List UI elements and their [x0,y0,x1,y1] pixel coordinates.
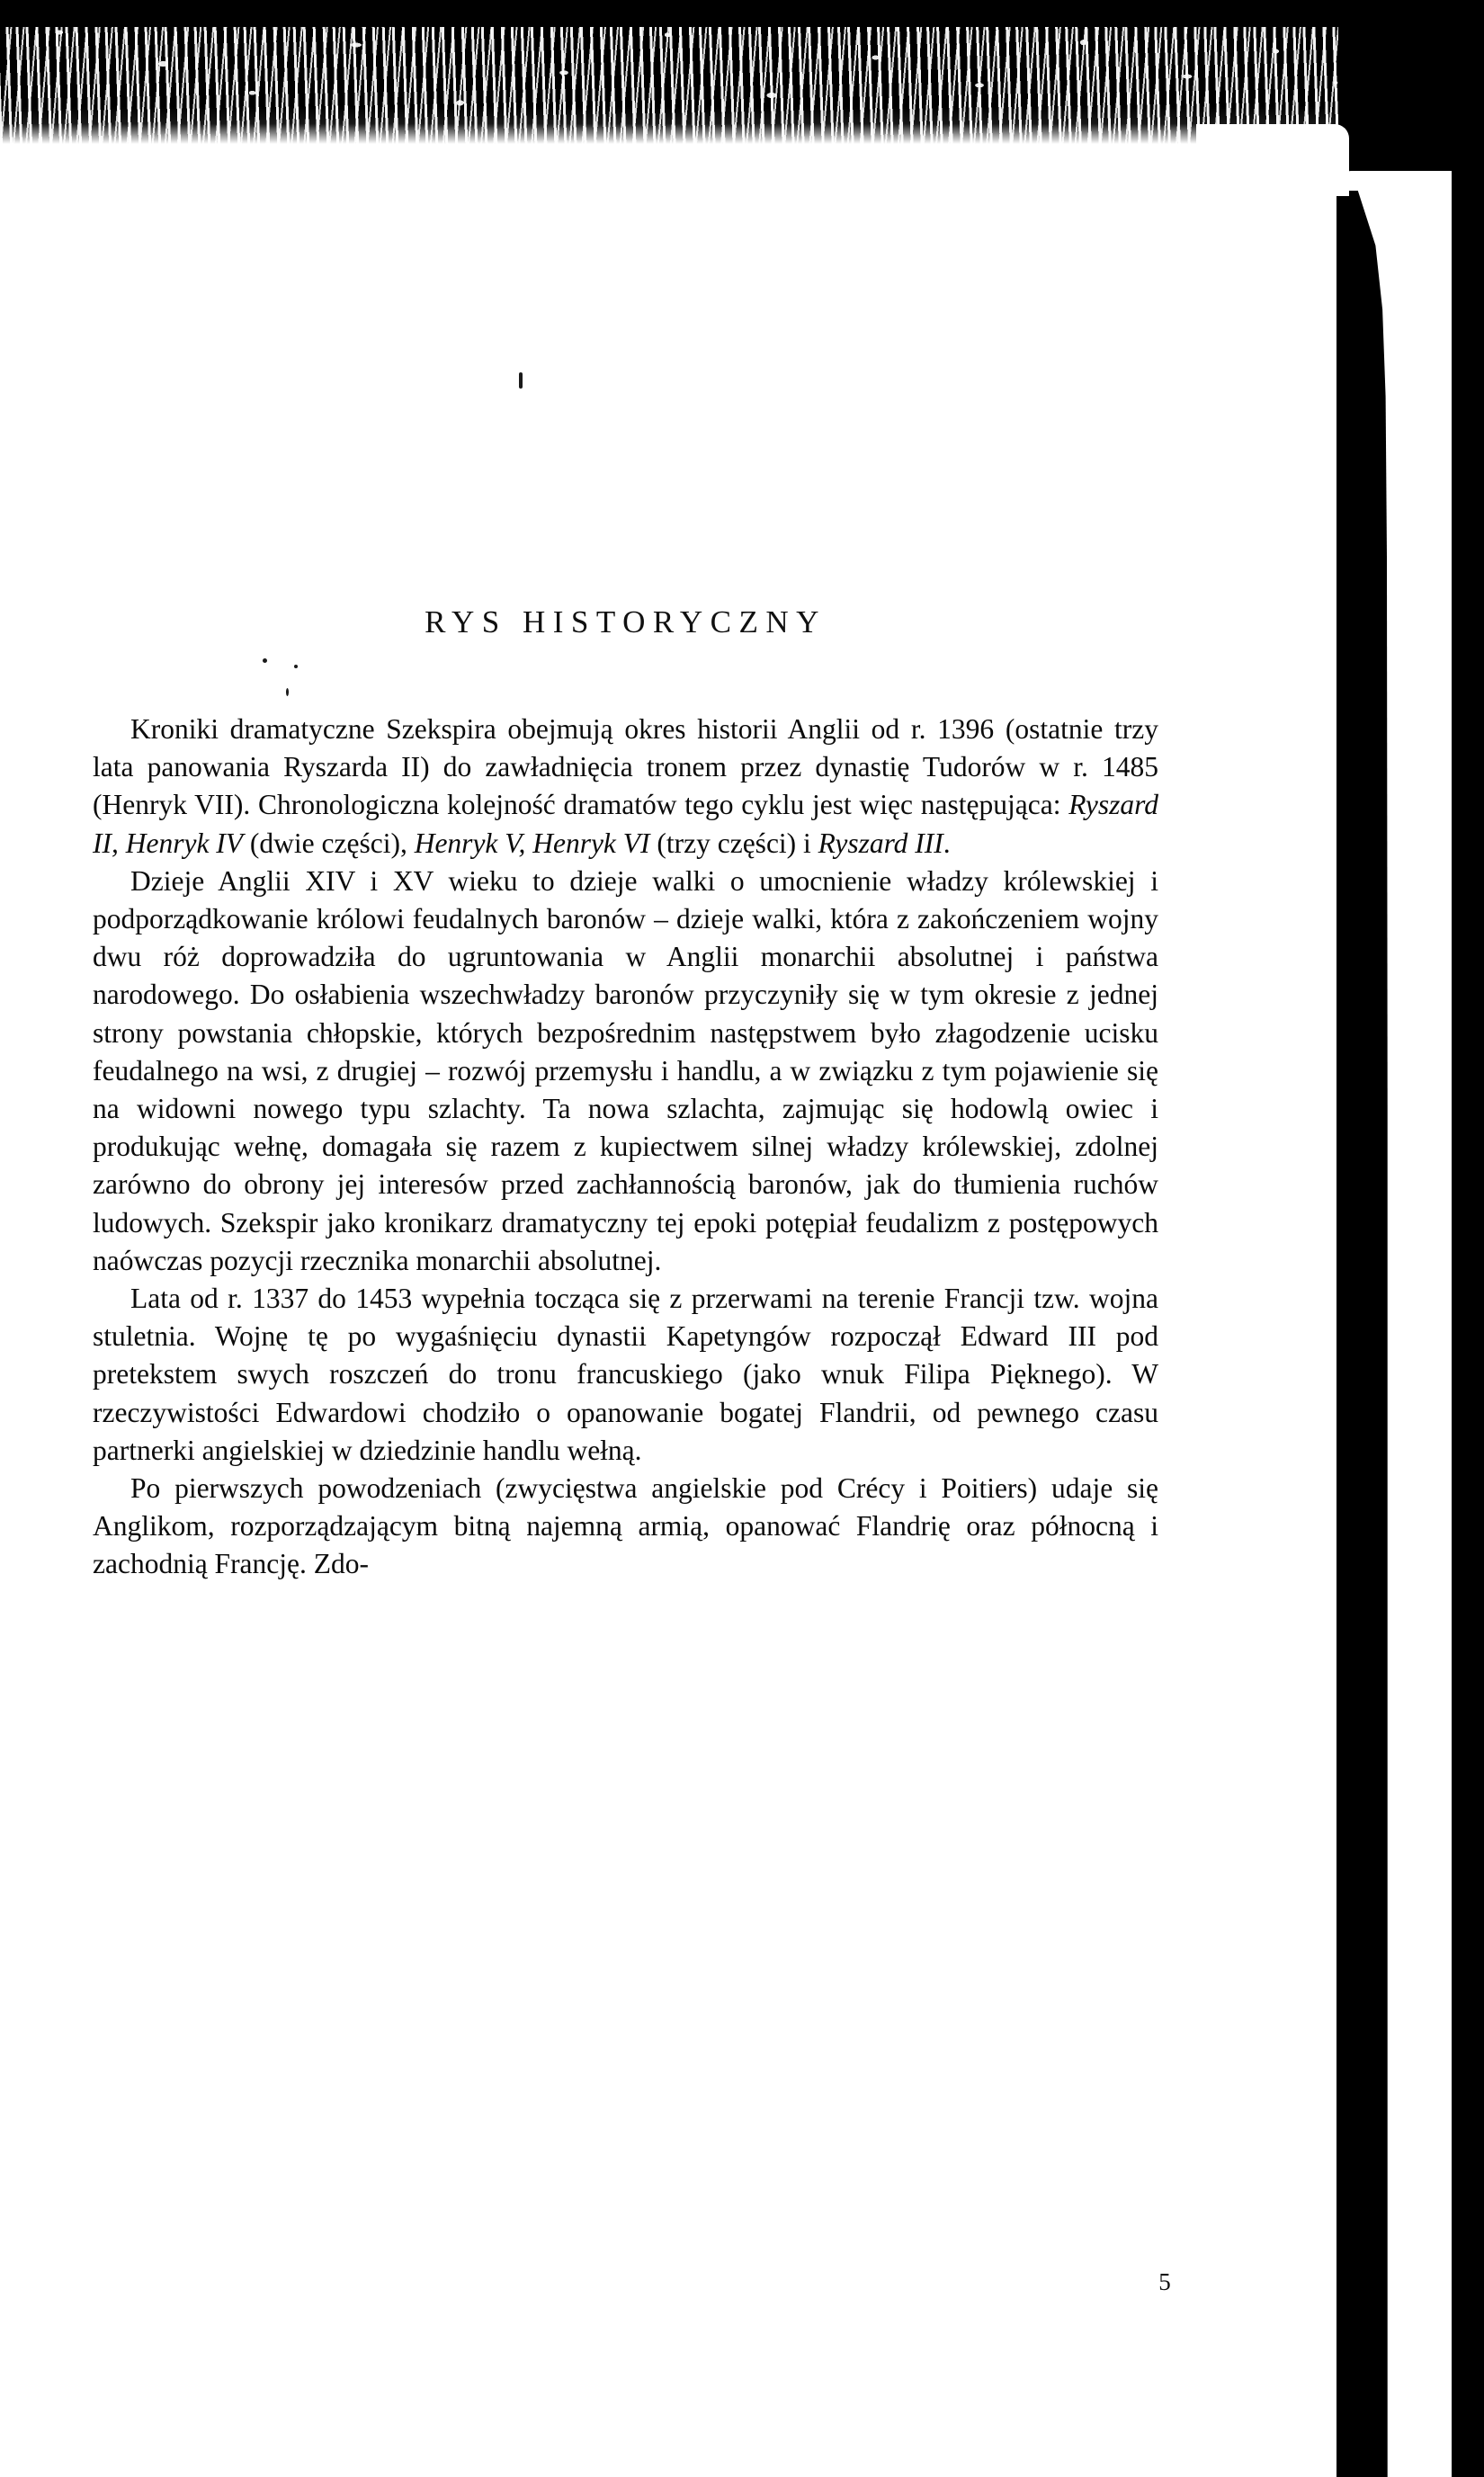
paragraph-p3 [93,1280,1158,1470]
text-run: Po pierwszych powodzeniach (zwycięstwa angielskie pod Crécy i Poitiers) udaje się Anglikom, rozporządzającym bitną najemną armią, opanować Flandrię oraz północną i zachodnią Francję. Zdo- [93,1472,1158,1580]
text-run: . [943,827,951,859]
body-prose [93,711,1158,1584]
scan-speck [263,658,267,663]
text-run: Dzieje Anglii XIV i XV wieku to dzieje walki o umocnienie władzy królewskiej i podporządkowanie królowi feudalnych baronów – dzieje walki, która z zakończeniem wojny dwu róż doprowadziła do ugruntowania w Anglii monarchii absolutnej i państwa narodowego. Do osłabienia wszechwładzy baronów przyczyniły się w tym okresie z jednej strony powstania chłopskie, których bezpośrednim następstwem było złagodzenie ucisku feudalnego na wsi, z drugiej – rozwój przemysłu i handlu, a w związku z tym pojawienie się na widowni nowego typu szlachty. Ta nowa szlachta, zajmując się hodowlą owiec i produkując wełnę, domagała się razem z kupiectwem silnej władzy królewskiej, zdolnej zarówno do obrony jej interesów przed zachłannością baronów, jak do tłumienia ruchów ludowych. Szekspir jako kronikarz dramatyczny tej epoki potępiał feudalizm z postępowych naówczas pozycji rzecznika monarchii absolutnej. [93,864,1158,1276]
scan-speck [294,665,298,668]
text-run: Kroniki dramatyczne Szekspira obejmują okres historii Anglii od r. 1396 (ostatnie trzy lata panowania Ryszarda II) do zawładnięcia tronem przez dynastię Tudorów w r. 1485 (Henryk VII). Chronologiczna kolejność dramatów tego cyklu jest więc następująca: [93,713,1158,821]
scan-speck [519,372,523,389]
work-title: Ryszard II, Henryk IV [93,789,1158,859]
work-title: Henryk V, Henryk VI [414,827,650,859]
scan-top-speckle-overlay [0,7,1484,133]
work-title: Ryszard III [818,827,943,859]
page-title: RYS HISTORYCZNY [425,604,827,639]
scan-page-top-right-corner [1196,124,1349,196]
paragraph-p2 [93,863,1158,1280]
text-run: Lata od r. 1337 do 1453 wypełnia tocząca się z przerwami na terenie Francji tzw. wojna stuletnia. Wojnę tę po wygaśnięciu dynastii Kapetyngów rozpoczął Edward III pod pretekstem swych roszczeń do tronu francuskiego (jako wnuk Filipa Pięknego). W rzeczywistości Edwardowi chodziło o opanowanie bogatej Flandrii, od pewnego czasu partnerki angielskiej w dziedzinie handlu wełną. [93,1283,1158,1466]
paragraph-p4 [93,1470,1158,1584]
text-run: (dwie części), [243,827,415,859]
paragraph-p1 [93,711,1158,863]
page-number: 5 [1158,2268,1171,2295]
scan-outer-dark-strip [1452,0,1484,2477]
scan-speck [286,688,289,696]
text-run: (trzy części) i [649,827,818,859]
